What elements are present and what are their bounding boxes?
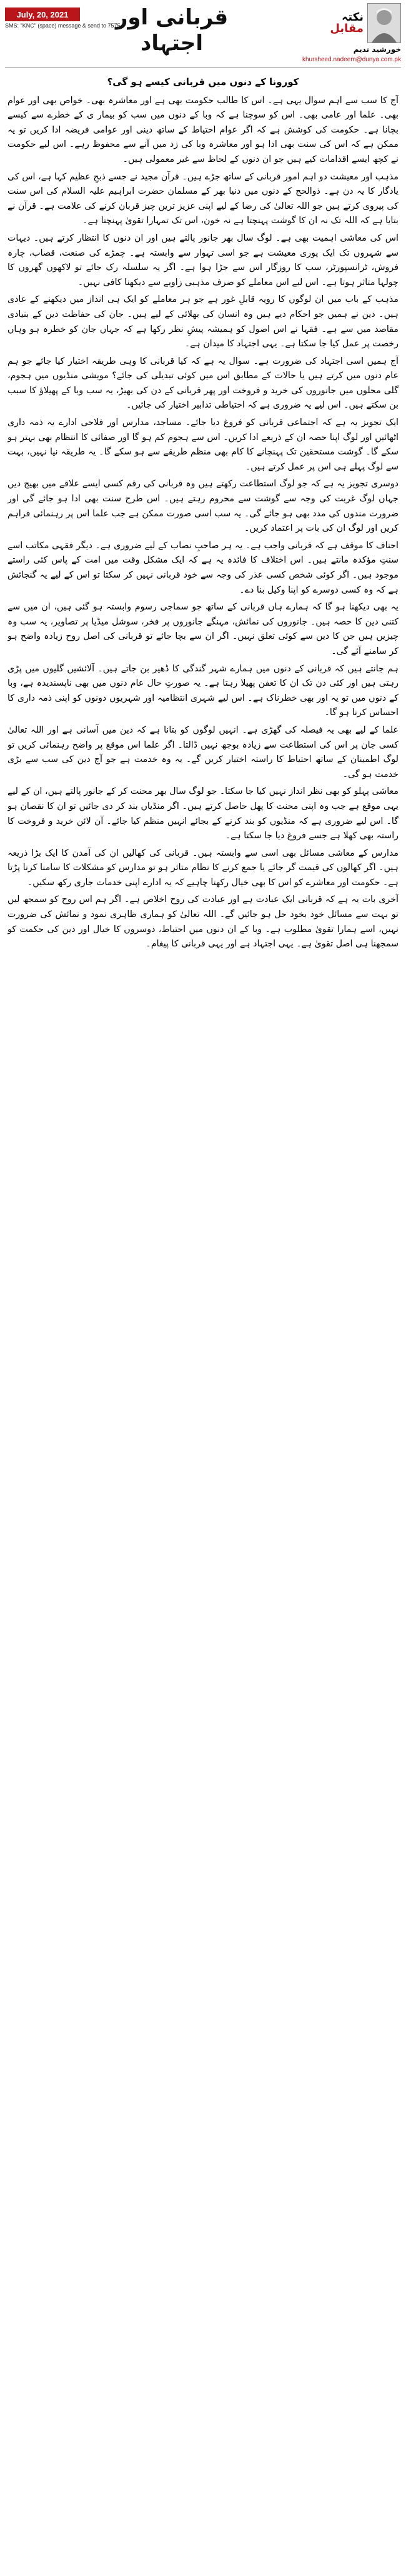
column-header [0,0,406,70]
article-paragraph: مدارس کے معاشی مسائل بھی اسی سے وابستہ ہیں۔ قربانی کی کھالیں ان کی آمدن کا ایک بڑا ذریعہ ہیں۔ اگر کھالوں کی قیمت گر جائے یا جمع کرنے کا نظام متاثر ہو تو مدارس کو مشکلات کا سامنا کرنا پڑتا ہے۔ حکومت اور معاشرے کو اس کا بھی خیال رکھنا چاہیے کہ یہ ادارے اپنی خدمات جاری رکھ سکیں۔ [7,848,399,888]
article-paragraph: دوسری تجویز یہ ہے کہ جو لوگ استطاعت رکھتے ہیں وہ قربانی کی رقم کسی ایسے علاقے میں بھیج دیں جہاں لوگ غربت کی وجہ سے گوشت سے محروم رہتے ہیں۔ اس طرح سنت بھی ادا ہو جائے گی اور ضرورت مندوں کی مدد بھی ہو جائے گی۔ یہ سب اسی صورت ممکن ہے جب علما اس پر رہنمائی فراہم کریں اور لوگ ان کی بات پر اعتماد کریں۔ [7,479,399,534]
article-paragraph: ایک تجویز یہ ہے کہ اجتماعی قربانی کو فروغ دیا جائے۔ مساجد، مدارس اور فلاحی ادارے یہ ذمہ داری اٹھائیں اور لوگ اپنا حصہ ان کے ذریعے ادا کریں۔ اس سے ہجوم کم ہو گا اور صفائی کا انتظام بھی بہتر ہو سکے گا۔ گوشت مستحقین تک پہنچانے کا کام بھی منظم طریقے سے ہو سکے گا۔ یہ طریقہ نیا نہیں، بہت سے لوگ پہلے ہی اس پر عمل کرتے ہیں۔ [7,418,399,472]
article-lead: کورونا کے دنوں میں قربانی کیسے ہو گی؟ [107,76,299,88]
brand-text [330,12,364,34]
article-body [7,75,399,2569]
article-paragraph: مذہب کے باب میں ان لوگوں کا رویہ قابلِ غور ہے جو ہر معاملے کو ایک ہی انداز میں دیکھنے کے عادی ہیں۔ دین نے ہمیں جو احکام دیے ہیں وہ انسان کی بھلائی کے لیے ہیں۔ جان کی حفاظت دین کے بنیادی مقاصد میں سے ہے۔ فقہا نے اس اصول کو ہمیشہ پیشِ نظر رکھا ہے کہ جہاں جان کو خطرہ ہو وہاں رخصت پر عمل کیا جا سکتا ہے۔ یہی اجتہاد کا میدان ہے۔ [7,294,399,349]
article-paragraph: احناف کا موقف ہے کہ قربانی واجب ہے۔ یہ ہر صاحبِ نصاب کے لیے ضروری ہے۔ دیگر فقہی مکاتب اسے سنتِ مؤکدہ مانتے ہیں۔ اس اختلاف کا فائدہ یہ ہے کہ ایک مشکل وقت میں امت کے پاس کئی راستے موجود ہیں۔ اگر کوئی شخص کسی عذر کی وجہ سے خود قربانی نہیں کر سکتا تو اس کے لیے یہ گنجائش ہے کہ وہ کسی دوسرے کو اپنا وکیل بنا دے۔ [7,540,399,595]
article-title: قربانی اور اجتہاد [115,5,229,56]
sms-info: SMS: "KNC" (space) message & send to 7575 [5,23,121,29]
article-paragraph: آج ہمیں اسی اجتہاد کی ضرورت ہے۔ سوال یہ ہے کہ کیا قربانی کا وہی طریقہ اختیار کیا جائے جو ہم عام دنوں میں کرتے ہیں یا حالات کے مطابق اس میں کوئی تبدیلی کی جائے؟ مویشی منڈیوں میں ہجوم، گلی محلوں میں جانوروں کی خرید و فروخت اور پھر قربانی کے دن کی بھیڑ، یہ سب وبا کے پھیلاؤ کا سبب بن سکتے ہیں۔ اس لیے یہ ضروری ہے کہ احتیاطی تدابیر اختیار کی جائیں۔ [7,356,399,411]
article-paragraph: مذہب اور معیشت دو اہم امور قربانی کے ساتھ جڑے ہیں۔ قرآن مجید نے جسے ذبحِ عظیم کہا ہے، اس کی یادگار کا یہ دن ہے۔ ذوالحج کے دنوں میں دنیا بھر کے مسلمان حضرت ابراہیم علیہ السلام کی اس سنت کی پیروی کرتے ہیں جو اللہ تعالیٰ کی رضا کے لیے اپنی عزیز ترین چیز قربان کرنے کی علامت ہے۔ قرآن نے بتایا ہے کہ اللہ تک نہ ان کا گوشت پہنچتا ہے نہ خون، اس تک تمہارا تقویٰ پہنچتا ہے۔ [7,171,399,226]
column-logo [326,4,401,43]
article-paragraph: آخری بات یہ ہے کہ قربانی ایک عبادت ہے اور عبادت کی روح اخلاص ہے۔ اگر ہم اس روح کو سمجھ لیں تو بہت سے مسائل خود بخود حل ہو جائیں گے۔ اللہ تعالیٰ کو ہماری ظاہری نمود و نمائش کی ضرورت نہیں، اسے ہمارا تقویٰ مطلوب ہے۔ وبا کے ان دنوں میں احتیاط، دوسروں کا خیال اور دین کی حکمت کو سمجھنا ہی اصل تقویٰ ہے۔ یہی اجتہاد ہے اور یہی قربانی کا پیغام۔ [7,895,399,950]
author-name: خورشید ندیم [353,45,401,54]
brand-line-2: مقابل [330,22,364,35]
article-paragraph: علما کے لیے بھی یہ فیصلہ کی گھڑی ہے۔ انہیں لوگوں کو بتانا ہے کہ دین میں آسانی ہے اور اللہ تعالیٰ کسی جان پر اس کی استطاعت سے زیادہ بوجھ نہیں ڈالتا۔ اگر علما اس موقع پر واضح رہنمائی کریں تو لوگ اطمینان کے ساتھ احتیاط کا راستہ اختیار کریں گے۔ یہ وہ خدمت ہے جو آج دین کی سب سے بڑی خدمت ہو گی۔ [7,724,399,779]
brand-line-1: نکتہ [341,11,364,24]
author-email[interactable]: khursheed.nadeem@dunya.com.pk [302,56,401,63]
article-paragraph: آج کا سب سے اہم سوال یہی ہے۔ اس کا طالب حکومت بھی ہے اور معاشرہ بھی۔ خواص بھی اور عوام بھی۔ علما اور عامی بھی۔ اس کو سوچنا ہے کہ وبا کے دنوں میں سب کو بیمار ی کے خطرے سے کیسے بچانا ہے۔ حکومت کی کوشش ہے کہ اگر عوام احتیاط کے ساتھ دینی اور عوامی فریضہ ادا کریں تو یہ ممکن ہے کہ اس کی سنت بھی ادا ہو اور معاشرہ وبا کی زد میں آنے سے محفوظ رہے۔ اس لیے حکومت نے کچھ ایسے اقدامات کیے ہیں جو ان دنوں کے لحاظ سے غیر معمولی ہیں۔ [7,95,399,164]
article-paragraph: معاشی پہلو کو بھی نظر انداز نہیں کیا جا سکتا۔ جو لوگ سال بھر محنت کر کے جانور پالتے ہیں، ان کے لیے یہی موقع ہے جب وہ اپنی محنت کا پھل حاصل کرتے ہیں۔ اگر منڈیاں بند کر دی جائیں تو ان کا نقصان ہو گا۔ اس لیے ضروری ہے کہ منڈیوں کو بند کرنے کے بجائے انہیں منظم کیا جائے۔ آن لائن خرید و فروخت کا راستہ بھی کھلا ہے جسے فروغ دیا جا سکتا ہے۔ [7,786,399,841]
article-paragraph: یہ بھی دیکھنا ہو گا کہ ہمارے ہاں قربانی کے ساتھ جو سماجی رسوم وابستہ ہو گئی ہیں، ان میں سے کتنی دین کا حصہ ہیں۔ جانوروں کی نمائش، مہنگے جانوروں پر فخر، سوشل میڈیا پر تصاویر، یہ سب وہ چیزیں ہیں جن کا دین سے کوئی تعلق نہیں۔ اگر ان سے بچا جائے تو قربانی کی اصل روح زیادہ واضح ہو کر سامنے آئے گی۔ [7,602,399,656]
author-photo [367,3,401,43]
article-paragraph: اس کی معاشی اہمیت بھی ہے۔ لوگ سال بھر جانور پالتے ہیں اور ان دنوں کا انتظار کرتے ہیں۔ دیہات سے شہروں تک ایک پوری معیشت ہے جو اسی تہوار سے وابستہ ہے۔ چمڑے کی صنعت، قصاب، چارہ فروش، ٹرانسپورٹر، سب کا روزگار اس سے جڑا ہوا ہے۔ اگر یہ سلسلہ رک جائے تو لاکھوں گھروں کا چولہا متاثر ہوتا ہے۔ اس لیے اس معاملے کو صرف مذہبی زاویے سے دیکھنا کافی نہیں۔ [7,233,399,288]
article-paragraph: ہم جانتے ہیں کہ قربانی کے دنوں میں ہمارے شہر گندگی کا ڈھیر بن جاتے ہیں۔ آلائشیں گلیوں میں پڑی رہتی ہیں اور کئی دن تک ان کا تعفن پھیلا رہتا ہے۔ یہ صورتِ حال عام دنوں میں بھی ناپسندیدہ ہے، وبا کے دنوں میں تو یہ اور بھی خطرناک ہے۔ اس لیے شہری انتظامیہ اور شہریوں دونوں کو اپنی ذمہ داری کا احساس کرنا ہو گا۔ [7,663,399,718]
date-badge: July, 20, 2021 [5,8,80,21]
